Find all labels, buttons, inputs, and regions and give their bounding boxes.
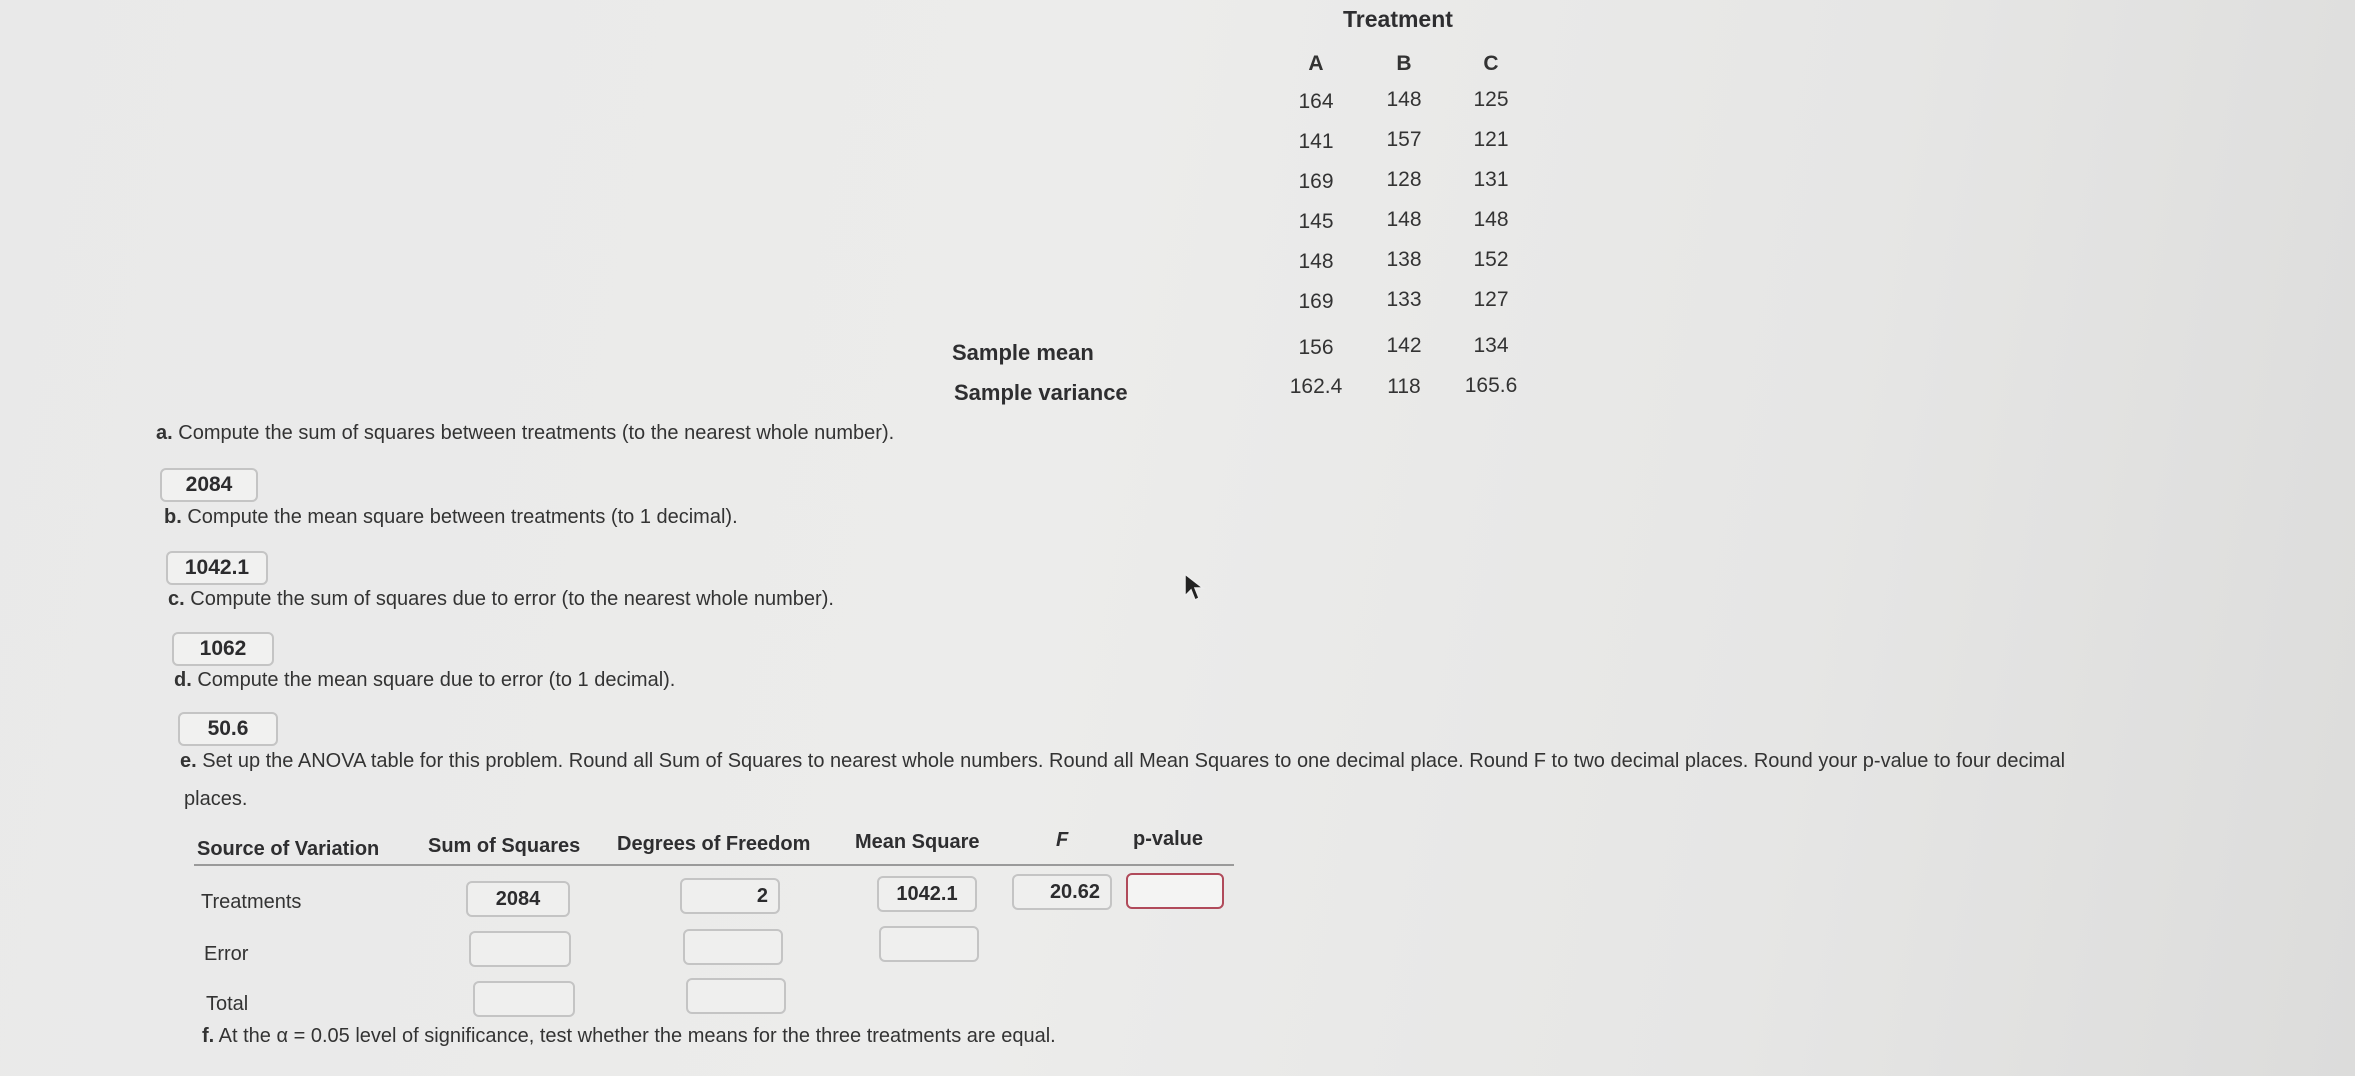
treatment-c-value: 125 (1473, 88, 1509, 111)
treatment-b-value: 148 (1386, 208, 1422, 231)
column-header-a: A (1308, 52, 1324, 75)
question-e-letter: e. (180, 750, 197, 772)
anova-row-total-label: Total (206, 993, 249, 1015)
anova-header-source: Source of Variation (197, 838, 380, 860)
question-a-text: Compute the sum of squares between treatments (to the nearest whole number). (178, 422, 895, 444)
treatments-ms-field[interactable]: 1042.1 (877, 876, 977, 912)
treatment-a-value: 164 (1298, 90, 1334, 113)
sample-variance-b: 118 (1387, 375, 1421, 398)
treatment-a-value: 169 (1298, 290, 1334, 313)
sample-mean-a: 156 (1298, 336, 1334, 359)
treatment-a-value: 145 (1298, 210, 1334, 233)
error-ms-field[interactable] (879, 926, 979, 962)
question-e (180, 750, 2065, 773)
question-d-letter: d. (174, 669, 192, 691)
question-c-text: Compute the sum of squares due to error (to the nearest whole number). (190, 588, 834, 610)
question-e-text-line2: places. (184, 788, 248, 810)
answer-d-field[interactable]: 50.6 (178, 712, 278, 746)
treatment-b-value: 148 (1386, 88, 1422, 111)
treatment-b-value: 133 (1386, 288, 1422, 311)
treatment-c-value: 148 (1473, 208, 1509, 231)
error-ss-field[interactable] (469, 931, 571, 967)
anova-header-f: F (1056, 829, 1069, 851)
treatment-b-value: 128 (1386, 168, 1422, 191)
treatment-b-value: 138 (1386, 248, 1422, 271)
treatments-p-value-field[interactable] (1126, 873, 1224, 909)
sample-variance-c: 165.6 (1464, 374, 1518, 397)
treatment-a-value: 148 (1298, 250, 1334, 273)
mouse-pointer-icon (1183, 572, 1207, 604)
treatment-c-value: 131 (1473, 168, 1509, 191)
question-f-text: At the α = 0.05 level of significance, test whether the means for the three treatments are equal. (218, 1025, 1056, 1047)
question-a-letter: a. (156, 422, 173, 444)
column-header-b: B (1396, 52, 1412, 75)
question-b (164, 506, 738, 529)
question-b-letter: b. (164, 506, 182, 528)
question-f-letter: f. (202, 1025, 215, 1047)
sample-variance-a: 162.4 (1289, 375, 1343, 398)
question-d (174, 669, 675, 692)
question-c-letter: c. (168, 588, 185, 610)
answer-a-field[interactable]: 2084 (160, 468, 258, 502)
answer-b-field[interactable]: 1042.1 (166, 551, 268, 585)
anova-row-treatments-label: Treatments (201, 891, 302, 913)
treatment-a-value: 141 (1298, 130, 1334, 153)
anova-header-ss: Sum of Squares (428, 835, 581, 857)
total-df-field[interactable] (686, 978, 786, 1014)
question-e-text-line1: Set up the ANOVA table for this problem. Round all Sum of Squares to nearest whole numbers. Round all Mean Squares to one decimal place. Round F to two decimal places. Round your p-value to four decimal (202, 750, 2066, 772)
column-header-c: C (1483, 52, 1499, 75)
sample-mean-c: 134 (1473, 334, 1509, 357)
total-ss-field[interactable] (473, 981, 575, 1017)
treatments-ss-field[interactable]: 2084 (466, 881, 570, 917)
error-df-field[interactable] (683, 929, 783, 965)
anova-row-error-label: Error (204, 943, 249, 965)
sample-variance-label: Sample variance (954, 380, 1128, 405)
treatment-table-title: Treatment (1343, 6, 1453, 32)
treatment-c-value: 127 (1473, 288, 1509, 311)
treatment-c-value: 152 (1473, 248, 1509, 271)
treatment-b-value: 157 (1386, 128, 1422, 151)
question-c (168, 588, 834, 611)
treatment-c-value: 121 (1473, 128, 1509, 151)
treatments-df-field[interactable]: 2 (680, 878, 780, 914)
sample-mean-label: Sample mean (952, 340, 1094, 365)
question-a (156, 422, 894, 445)
sample-mean-b: 142 (1386, 334, 1422, 357)
anova-header-ms: Mean Square (855, 831, 980, 853)
treatment-a-value: 169 (1298, 170, 1334, 193)
question-b-text: Compute the mean square between treatments (to 1 decimal). (187, 506, 738, 528)
question-f (202, 1025, 1056, 1048)
answer-c-field[interactable]: 1062 (172, 632, 274, 666)
anova-header-divider (194, 864, 1234, 866)
anova-header-p: p-value (1133, 828, 1204, 850)
question-d-text: Compute the mean square due to error (to 1 decimal). (197, 669, 676, 691)
anova-header-df: Degrees of Freedom (617, 833, 811, 855)
treatments-f-field[interactable]: 20.62 (1012, 874, 1112, 910)
